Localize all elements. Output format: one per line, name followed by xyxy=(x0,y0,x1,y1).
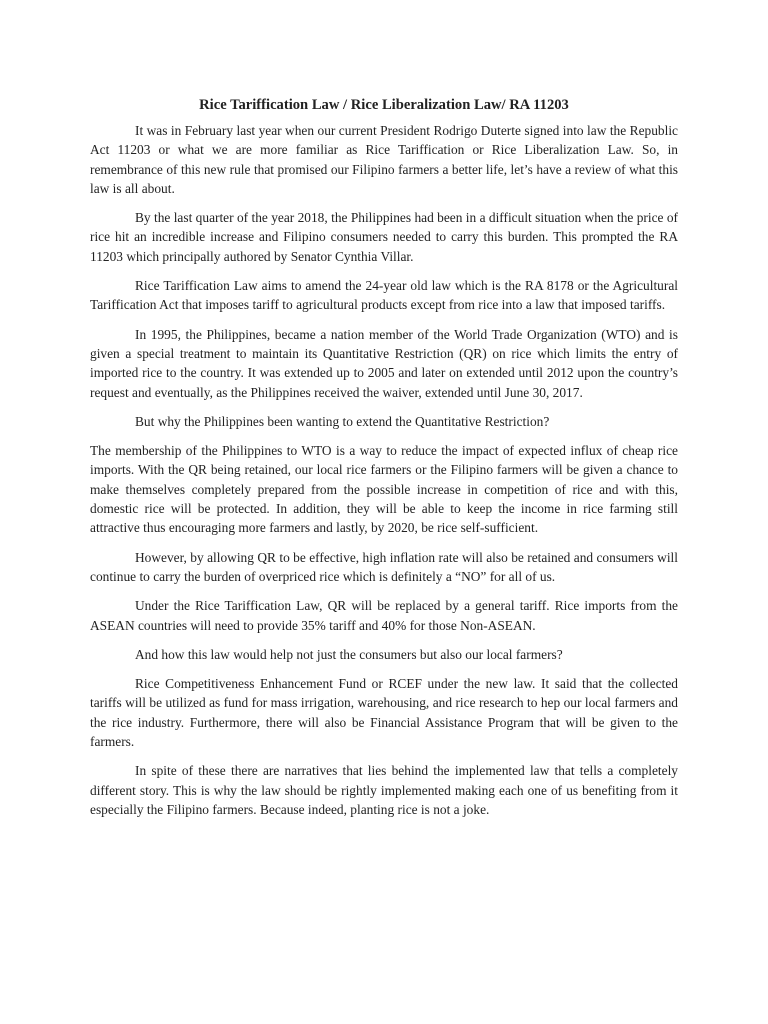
paragraph-law-aims: Rice Tariffication Law aims to amend the 24-year old law which is the RA 8178 or the Agricultural Tariffication Act that imposes tariff to agricultural products except from rice into a law that imposed tariffs. xyxy=(90,278,678,313)
paragraph-inflation: However, by allowing QR to be effective, high inflation rate will also be retained and consumers will continue to carry the burden of overpriced rice which is definitely a “NO” for all of us. xyxy=(90,549,678,584)
paragraph-intro: It was in February last year when our current President Rodrigo Duterte signed into law the Republic Act 11203 or what we are more familiar as Rice Tariffication or Rice Liberalization Law. So, in remembrance of this new rule that promised our Filipino farmers a better life, let’s have a review of what this law is all about. xyxy=(90,123,678,196)
paragraph-conclusion: In spite of these there are narratives that lies behind the implemented law that tells a completely different story. This is why the law should be rightly implemented making each one of us benefiting from it especially the Filipino farmers. Because indeed, planting rice is not a joke. xyxy=(90,763,678,817)
paragraph-2018-situation: By the last quarter of the year 2018, the Philippines had been in a difficult situation when the price of rice hit an incredible increase and Filipino consumers needed to carry this burden. This prompted the RA 11203 which principally authored by Senator Cynthia Villar. xyxy=(90,210,678,264)
paragraph-rcef: Rice Competitiveness Enhancement Fund or RCEF under the new law. It said that the collected tariffs will be utilized as fund for mass irrigation, warehousing, and rice research to hep our local farmers and the rice industry. Furthermore, there will also be Financial Assistance Program that will be given to the farmers. xyxy=(90,676,678,750)
document-page xyxy=(90,96,678,829)
paragraph-wto-membership: The membership of the Philippines to WTO is a way to reduce the impact of expected influx of cheap rice imports. With the QR being retained, our local rice farmers or the Filipino farmers will be given a chance to make themselves completely prepared from the possible increase in competition of rice and with this, domestic rice will be protected. In addition, they will be able to keep the income in rice farming still attractive thus encouraging more farmers and lastly, by 2020, be rice self-sufficient. xyxy=(90,443,678,536)
paragraph-wto-1995: In 1995, the Philippines, became a nation member of the World Trade Organization (WTO) and is given a special treatment to maintain its Quantitative Restriction (QR) on rice which limits the entry of imported rice to the country. It was extended up to 2005 and later on extended until 2012 upon the country’s request and eventually, as the Philippines received the waiver, extended until June 30, 2017. xyxy=(90,326,678,400)
paragraph-general-tariff: Under the Rice Tariffication Law, QR will be replaced by a general tariff. Rice imports from the ASEAN countries will need to provide 35% tariff and 40% for those Non-ASEAN. xyxy=(90,598,678,633)
paragraph-help-question: And how this law would help not just the consumers but also our local farmers? xyxy=(135,646,563,662)
document-title: Rice Tariffication Law / Rice Liberalization Law/ RA 11203 xyxy=(199,97,569,113)
paragraph-why-extend-question: But why the Philippines been wanting to extend the Quantitative Restriction? xyxy=(135,413,550,429)
